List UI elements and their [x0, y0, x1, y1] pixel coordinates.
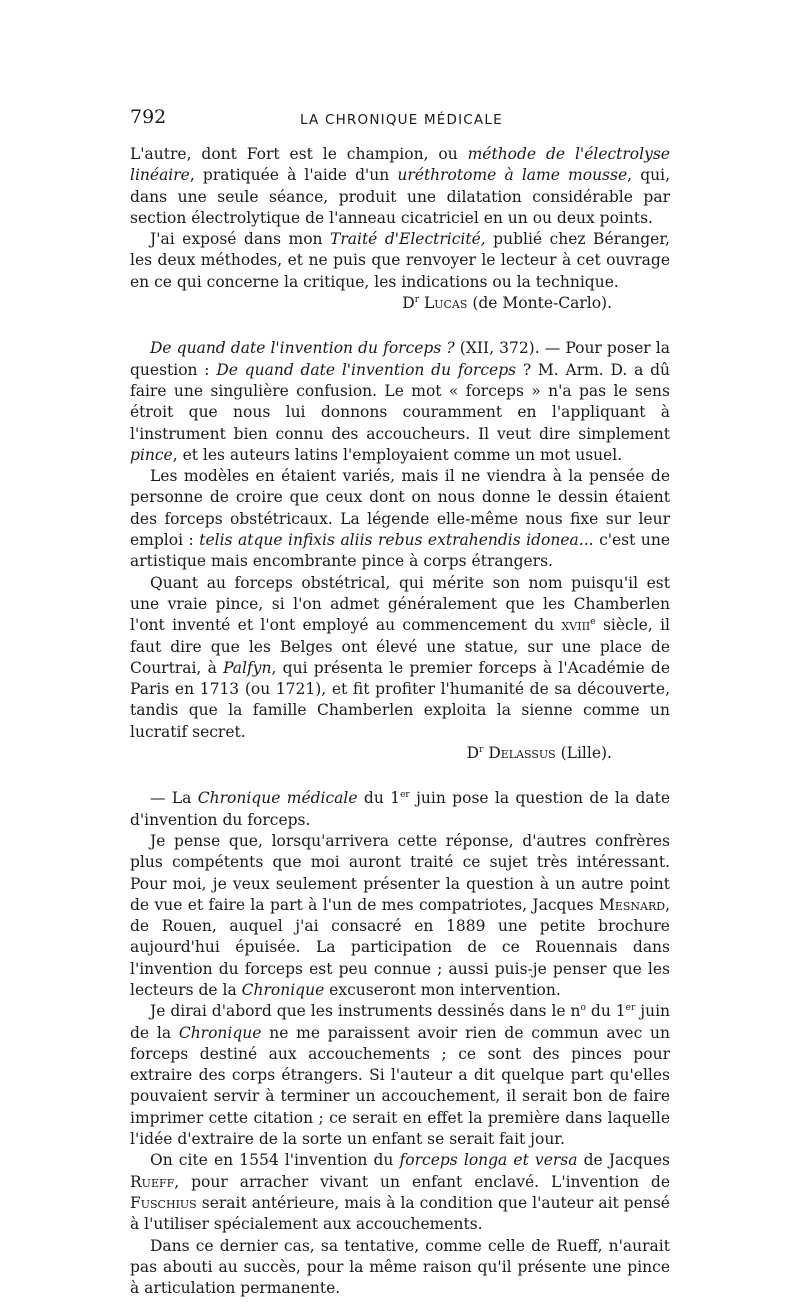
page-number: 792 — [130, 106, 167, 128]
page-body — [130, 144, 670, 1299]
paragraph: L'autre, dont Fort est le champion, ou méthode de l'électrolyse linéaire, pratiquée à l'aide d'un uréthrotome à lame mousse, qui, dans une seule séance, produit une dilatation considérable par section électrolytique de l'anneau cicatriciel en un ou deux points. — [130, 145, 670, 227]
page-header — [130, 106, 670, 134]
paragraph: Je pense que, lorsqu'arrivera cette réponse, d'autres confrères plus compétents que moi auront traité ce sujet très intéressant. Pour moi, je veux seulement présenter la question à un autre point de vue et faire la part à l'un de mes compatriotes, Jacques Mesnard, de Rouen, auquel j'ai consacré en 1889 une petite brochure aujourd'hui épuisée. La participation de ce Rouennais dans l'invention du forceps est peu connue ; aussi puis-je penser que les lecteurs de la Chronique excuseront mon intervention. — [130, 831, 670, 999]
signature: $D^r$ Lucas (de Monte-Carlo). — [402, 294, 612, 313]
paragraph: De quand date l'invention du forceps ? (XII, 372). — Pour poser la question : De quand date l'invention du forceps ? M. Arm. D. a dû faire une singulière confusion. Le mot « forceps » n'a pas le sens étroit que nous lui donnons couramment en l'appliquant à l'instrument bien connu des accoucheurs. Il veut dire simplement pince, et les auteurs latins l'employaient comme un mot usuel. — [130, 339, 670, 464]
signature: $D^r$ Delassus (Lille). — [466, 744, 612, 763]
paragraph: Quant au forceps obstétrical, qui mérite son nom puisqu'il est une vraie pince, si l'on admet généralement que les Chamberlen l'ont inventé et l'ont employé au commencement du xviii$^e$ siècle, il faut dire que les Belges ont élevé une statue, sur une place de Courtrai, à Palfyn, qui présenta le premier forceps à l'Académie de Paris en 1713 (ou 1721), et fit profiter l'humanité de sa découverte, tandis que la famille Chamberlen exploita la sienne comme un lucratif secret. — [130, 573, 671, 741]
running-title: LA CHRONIQUE MÉDICALE — [300, 112, 503, 128]
question-title: De quand date l'invention du forceps ? — [150, 339, 455, 358]
section-gap — [130, 764, 670, 788]
paragraph: — La Chronique médicale du 1er juin pose la question de la date d'invention du forceps. — [130, 789, 671, 829]
paragraph: Dans ce dernier cas, sa tentative, comme celle de Rueff, n'aurait pas abouti au succès, pour la même raison qu'il présente une pince à articulation permanente. — [130, 1236, 670, 1298]
paragraph: Je dirai d'abord que les instruments dessinés dans le $n^o$ du 1er juin de la Chronique ne me paraissent avoir rien de commun avec un forceps destiné aux accouchements ; ce sont des pinces pour extraire des corps étrangers. Si l'auteur a dit quelque part qu'elles pouvaient servir à terminer un accouchement, il serait bon de faire imprimer cette citation ; ce serait en effet la première dans laquelle l'idée d'extraire de la sorte un enfant se serait fait jour. — [130, 1002, 671, 1149]
paragraph: On cite en 1554 l'invention du forceps longa et versa de Jacques Rueff, pour arracher vivant un enfant enclavé. L'invention de Fuschius serait antérieure, mais à la condition que l'auteur ait pensé à l'utiliser spécialement aux accouchements. — [130, 1151, 670, 1234]
paragraph: Les modèles en étaient variés, mais il ne viendra à la pensée de personne de croire que ceux dont on nous donne le dessin étaient des forceps obstétricaux. La légende elle-même nous fixe sur leur emploi : telis atque infixis aliis rebus extrahendis idonea... c'est une artistique mais encombrante pince à corps étrangers. — [130, 467, 670, 571]
paragraph: J'ai exposé dans mon Traité d'Electricité, publié chez Béranger, les deux méthodes, et ne puis que renvoyer le lecteur à cet ouvrage en ce qui concerne la critique, les indications ou la technique. — [130, 230, 670, 291]
section-gap — [130, 314, 670, 338]
